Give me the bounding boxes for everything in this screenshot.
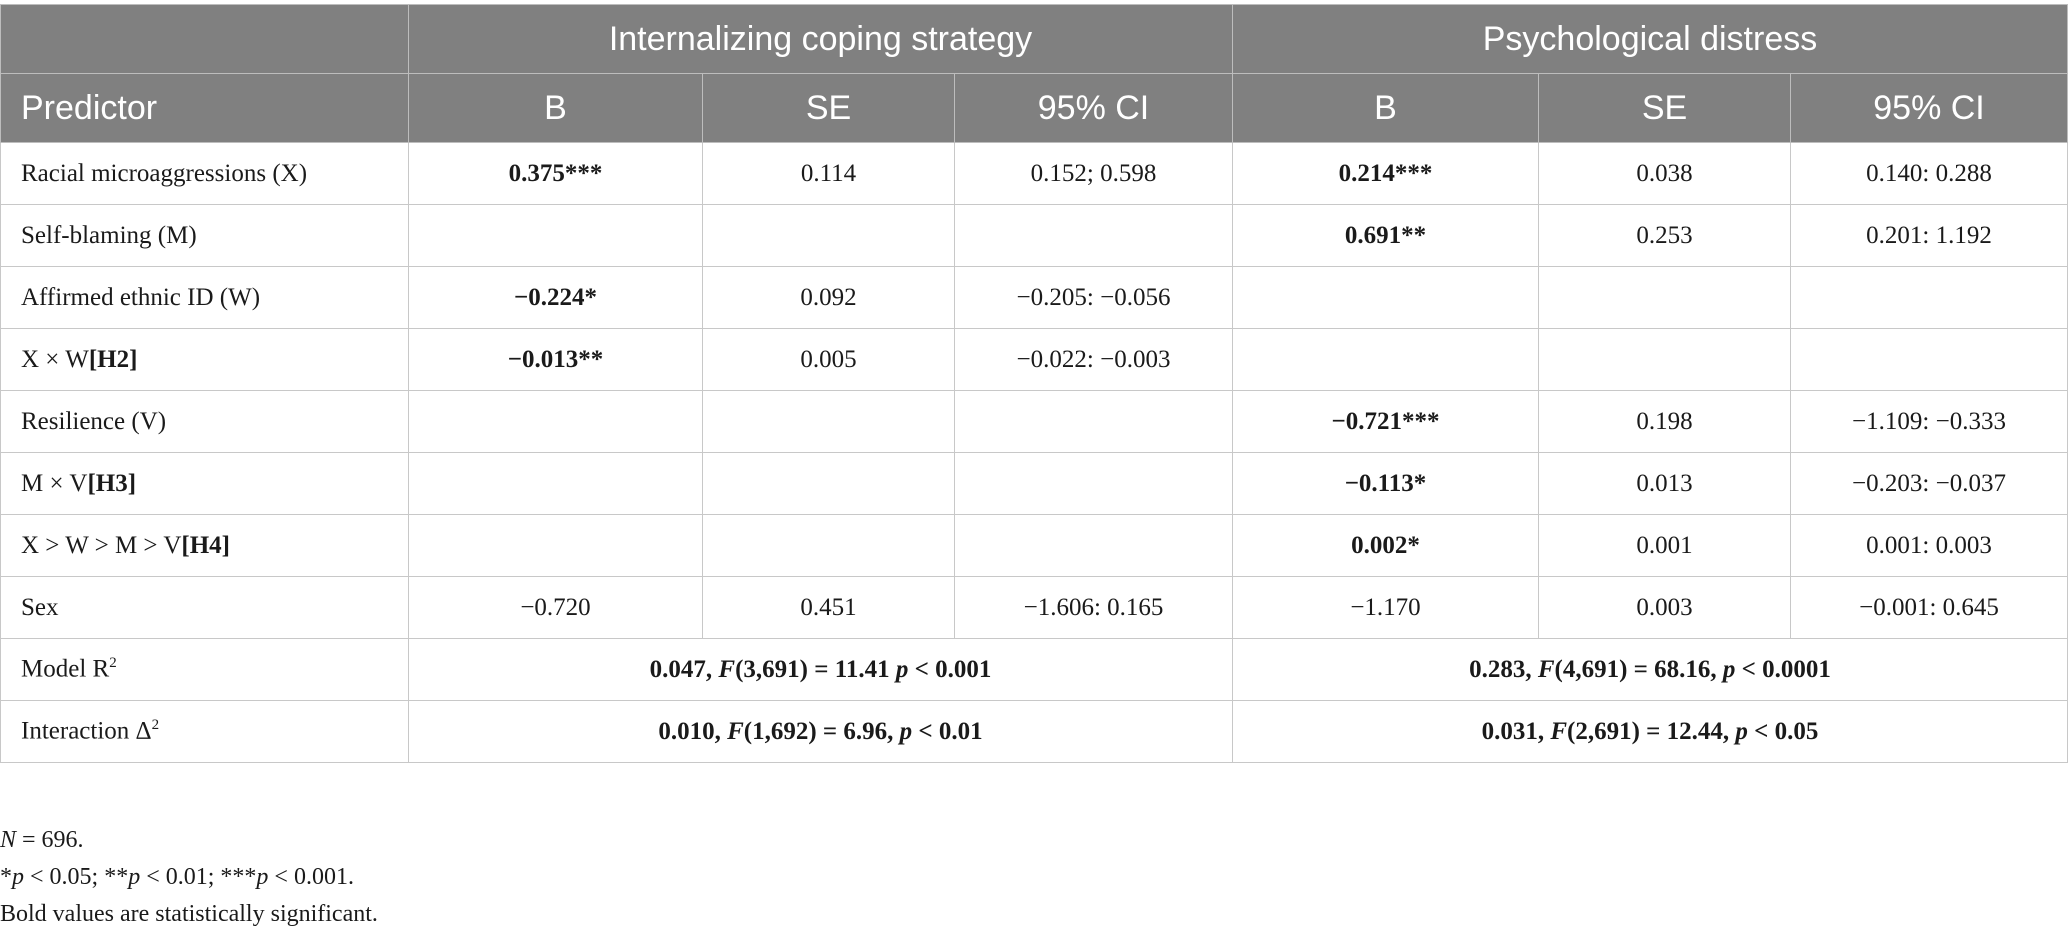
- group-header-row: [1, 5, 2068, 74]
- stat-part: < 0.0001: [1735, 655, 1831, 683]
- stat-part: < 0.001: [908, 655, 992, 683]
- stat-p: p: [895, 655, 909, 683]
- table-row: [1, 515, 2068, 577]
- group-header-distress: Psychological distress: [1233, 5, 2068, 74]
- note-sig-part: < 0.01; ***: [140, 864, 257, 890]
- table-row: [1, 577, 2068, 639]
- row-label-text: X > W > M > V: [21, 531, 182, 559]
- stat-f: F: [718, 655, 736, 683]
- note-sig-part: *: [0, 864, 12, 890]
- row-label: Self-blaming (M): [1, 205, 409, 267]
- cell-se: 0.253: [1539, 205, 1791, 267]
- cell-ci: −0.022: −0.003: [955, 329, 1233, 391]
- column-header-row: [1, 74, 2068, 143]
- cell-b: −0.013**: [409, 329, 703, 391]
- stat-part: < 0.05: [1747, 717, 1819, 745]
- hypothesis-tag: [H3]: [87, 469, 137, 497]
- cell-b: −0.721***: [1233, 391, 1539, 453]
- interaction-label-text: Interaction Δ: [21, 717, 152, 745]
- row-label: Affirmed ethnic ID (W): [1, 267, 409, 329]
- stat-f: F: [1550, 717, 1568, 745]
- header-ci-left: 95% CI: [955, 74, 1233, 143]
- model-label-text: Model R: [21, 655, 110, 683]
- group-header-internalizing: Internalizing coping strategy: [409, 5, 1233, 74]
- interaction-right-stat: [1233, 701, 2068, 763]
- stat-part: < 0.01: [912, 717, 983, 745]
- row-label: Racial microaggressions (X): [1, 143, 409, 205]
- row-label-text: X × W: [21, 345, 89, 373]
- header-predictor: Predictor: [1, 74, 409, 143]
- row-label: [1, 329, 409, 391]
- cell-se: 0.038: [1539, 143, 1791, 205]
- cell-se: 0.013: [1539, 453, 1791, 515]
- row-label: [1, 515, 409, 577]
- results-table: [0, 4, 2068, 763]
- cell-b: 0.375***: [409, 143, 703, 205]
- stat-part: (2,691) = 12.44,: [1567, 717, 1736, 745]
- row-label: Resilience (V): [1, 391, 409, 453]
- row-label: [1, 453, 409, 515]
- model-right-stat: [1233, 639, 2068, 701]
- hypothesis-tag: [H2]: [88, 345, 138, 373]
- stat-p: p: [899, 717, 913, 745]
- stat-part: (3,691) = 11.41: [735, 655, 896, 683]
- cell-se: 0.092: [703, 267, 955, 329]
- cell-ci: 0.140: 0.288: [1791, 143, 2068, 205]
- table-row: [1, 391, 2068, 453]
- note-sample-size: [0, 822, 378, 859]
- note-bold-values: Bold values are statistically significant.: [0, 901, 378, 927]
- cell-se: [703, 453, 955, 515]
- table-row: [1, 329, 2068, 391]
- stat-part: 0.010,: [658, 717, 728, 745]
- header-b-right: B: [1233, 74, 1539, 143]
- stat-p: p: [1722, 655, 1736, 683]
- cell-ci: [955, 391, 1233, 453]
- cell-se: [1539, 267, 1791, 329]
- cell-se: 0.005: [703, 329, 955, 391]
- cell-ci: −0.205: −0.056: [955, 267, 1233, 329]
- cell-ci: −0.203: −0.037: [1791, 453, 2068, 515]
- header-se-left: SE: [703, 74, 955, 143]
- cell-b: [409, 515, 703, 577]
- cell-b: 0.691**: [1233, 205, 1539, 267]
- note-sig-part: < 0.001.: [268, 864, 354, 890]
- note-sig-part: < 0.05; **: [24, 864, 129, 890]
- note-significance: [0, 859, 378, 896]
- hypothesis-tag: [H4]: [181, 531, 230, 559]
- cell-se: 0.451: [703, 577, 955, 639]
- note-sig-p: p: [128, 864, 141, 890]
- cell-ci: 0.152; 0.598: [955, 143, 1233, 205]
- cell-se: 0.114: [703, 143, 955, 205]
- table-row: [1, 267, 2068, 329]
- cell-ci: [1791, 329, 2068, 391]
- note-sig-p: p: [12, 864, 24, 890]
- stat-part: (4,691) = 68.16,: [1554, 655, 1723, 683]
- cell-ci: −1.606: 0.165: [955, 577, 1233, 639]
- interaction-label-sup: 2: [151, 717, 160, 734]
- header-se-right: SE: [1539, 74, 1791, 143]
- interaction-row: [1, 701, 2068, 763]
- cell-b: −1.170: [1233, 577, 1539, 639]
- stat-part: 0.283,: [1469, 655, 1538, 683]
- cell-se: [703, 391, 955, 453]
- note-sig-p: p: [256, 864, 269, 890]
- stat-p: p: [1735, 717, 1748, 745]
- model-label: [1, 639, 409, 701]
- cell-ci: [955, 515, 1233, 577]
- header-blank: [1, 5, 409, 74]
- table-row: [1, 453, 2068, 515]
- stat-part: (1,692) = 6.96,: [743, 717, 900, 745]
- model-label-sup: 2: [109, 655, 117, 672]
- stat-part: 0.047,: [649, 655, 719, 683]
- interaction-label: [1, 701, 409, 763]
- cell-b: [409, 453, 703, 515]
- table-footnotes: [0, 822, 378, 933]
- cell-b: [409, 391, 703, 453]
- table-row: [1, 143, 2068, 205]
- cell-b: 0.002*: [1233, 515, 1539, 577]
- stat-part: 0.031,: [1481, 717, 1551, 745]
- row-label: Sex: [1, 577, 409, 639]
- cell-b: [1233, 329, 1539, 391]
- cell-ci: [955, 205, 1233, 267]
- note-n-text: = 696.: [16, 827, 84, 853]
- cell-se: 0.003: [1539, 577, 1791, 639]
- cell-b: −0.113*: [1233, 453, 1539, 515]
- cell-se: 0.001: [1539, 515, 1791, 577]
- cell-ci: 0.201: 1.192: [1791, 205, 2068, 267]
- cell-ci: −0.001: 0.645: [1791, 577, 2068, 639]
- cell-ci: [955, 453, 1233, 515]
- model-left-stat: [409, 639, 1233, 701]
- stat-f: F: [727, 717, 744, 745]
- cell-ci: −1.109: −0.333: [1791, 391, 2068, 453]
- cell-ci: [1791, 267, 2068, 329]
- cell-se: 0.198: [1539, 391, 1791, 453]
- cell-ci: 0.001: 0.003: [1791, 515, 2068, 577]
- model-row: [1, 639, 2068, 701]
- cell-se: [703, 515, 955, 577]
- cell-b: −0.224*: [409, 267, 703, 329]
- stat-f: F: [1537, 655, 1555, 683]
- header-b-left: B: [409, 74, 703, 143]
- cell-b: [1233, 267, 1539, 329]
- note-n-var: N: [0, 827, 17, 853]
- cell-se: [1539, 329, 1791, 391]
- cell-b: −0.720: [409, 577, 703, 639]
- interaction-left-stat: [409, 701, 1233, 763]
- table-row: [1, 205, 2068, 267]
- cell-b: [409, 205, 703, 267]
- row-label-text: M × V: [21, 469, 88, 497]
- header-ci-right: 95% CI: [1791, 74, 2068, 143]
- cell-se: [703, 205, 955, 267]
- cell-b: 0.214***: [1233, 143, 1539, 205]
